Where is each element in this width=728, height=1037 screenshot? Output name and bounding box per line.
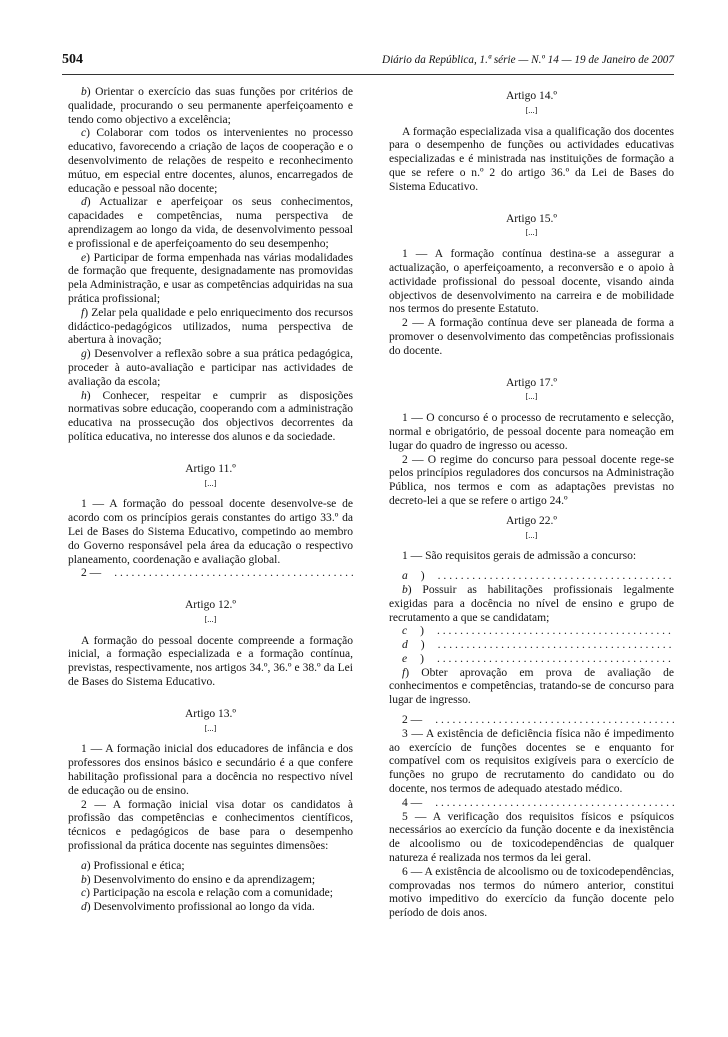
dot-leader	[101, 567, 353, 581]
item-label: a	[81, 859, 87, 872]
item-text: ) Conhecer, respeitar e cumprir as disposições normativas sobre educação, cooperando com a administração educativa na prossecução dos objectivos decorrentes da política educativa, no interesse dos alunos e da sociedade.	[68, 389, 353, 443]
article-22-par-5: 5 — A verificação dos requisitos físicos e psíquicos necessários ao exercício da função docente e da inexistência de alcoolismo ou de toxicodependências de qualquer natureza é realizada nos termos da lei geral.	[389, 810, 674, 865]
journal-title: Diário da República, 1.ª série — N.º 14 — 19 de Janeiro de 2007	[381, 54, 674, 66]
par-number: 2 —	[402, 714, 423, 727]
dot-leader	[425, 570, 674, 584]
item-label: b	[81, 86, 87, 98]
item-text: ) Obter aprovação em prova de avaliação de conhecimentos e competências, tratando-se de concurso para lugar de ingresso.	[389, 666, 674, 707]
item-text: ) Orientar o exercício das suas funções por critérios de qualidade, procurando o seu permanente aperfeiçoamento e tendo como objectivo a excelência;	[68, 86, 353, 126]
item-text: ) Colaborar com todos os intervenientes no processo educativo, favorecendo a criação de laços de cooperação e o desenvolvimento de relações de respeito e reconhecimento mútuo, em especial entre docentes, alunos, encarregados de educação e pessoal não docente;	[68, 127, 353, 195]
item-text: ) Profissional e ética;	[86, 859, 185, 872]
item-label: a	[402, 570, 408, 583]
item-label: b	[402, 583, 408, 596]
item-text: ) Zelar pela qualidade e pelo enriquecimento dos recursos didáctico-pedagógicos utilizados, numa perspectiva de abertura à inovação;	[68, 306, 353, 347]
article-22-par-2	[389, 714, 674, 728]
header-rule	[62, 74, 674, 75]
article-17-title: Artigo 17.º	[505, 376, 558, 389]
article-22-par-4	[389, 797, 674, 811]
article-14-ellipsis: [...]	[525, 104, 538, 115]
article-22-title: Artigo 22.º	[505, 514, 558, 527]
article-22-item-d	[389, 639, 674, 653]
article-17-par-1: 1 — O concurso é o processo de recrutamento e selecção, normal e obrigatório, de pessoal docente para nomeação em lugar do quadro de ingresso ou acesso.	[389, 412, 674, 452]
dot-leader	[422, 797, 674, 811]
article-17-par-2: 2 — O regime do concurso para pessoal docente rege-se pelos princípios reguladores dos concursos na Administração Pública, nos termos e com as adaptações previstas no decreto-lei a que se refere o artigo 24.º	[389, 453, 674, 507]
item-label: e	[81, 251, 87, 264]
item-text: )	[420, 625, 424, 638]
article-11-ellipsis: [...]	[204, 477, 217, 488]
article-22-par-6: 6 — A existência de alcoolismo ou de toxicodependências, comprovadas nos termos do número anterior, constitui motivo impeditivo do exercício da função docente pelo período de dois anos.	[389, 865, 674, 920]
dot-leader	[425, 639, 674, 653]
article-15-title: Artigo 15.º	[505, 212, 558, 225]
article-22-item-f	[389, 667, 674, 708]
article-11-par-2	[68, 567, 353, 581]
article-11-title: Artigo 11.º	[185, 462, 236, 475]
article-12-par-1: A formação do pessoal docente compreende a formação inicial, a formação especializada e a formação contínua, previstas, respectivamente, nos artigos 34.º, 36.º e 38.º da Lei de Bases do Sistema Educativo.	[68, 634, 353, 689]
item-text: )	[420, 652, 424, 665]
page-number: 504	[62, 52, 83, 67]
article-11-par-1: 1 — A formação do pessoal docente desenvolve-se de acordo com os princípios gerais constantes do artigo 33.º da Lei de Bases do Sistema Educativo, competindo ao membro do Governo responsável pela área da educação o respectivo planeamento, coordenação e avaliação global.	[68, 498, 353, 566]
article-13-par-2: 2 — A formação inicial visa dotar os candidatos à profissão das competências e conhecimentos científicos, técnicos e pedagógicos de base para o desempenho profissional da prática docente nas seguintes dimensões:	[68, 798, 353, 853]
article-22-ellipsis: [...]	[525, 529, 538, 540]
item-text: ) Participar de forma empenhada nas várias modalidades de formação que frequente, designadamente nas promovidas pela Administração, e usar as competências adquiridas na sua prática profissional;	[68, 251, 353, 305]
article-13-title: Artigo 13.º	[184, 707, 237, 720]
item-text: )	[420, 570, 425, 583]
item-label: b	[81, 873, 87, 886]
item-label: c	[402, 625, 408, 638]
item-label: d	[402, 639, 408, 652]
article-22-par-3: 3 — A existência de deficiência física não é impedimento ao exercício de funções docentes se e enquanto for compatível com os requisitos exigíveis para o exercício de funções no grupo de recrutamento do candidato ou do docente, nos termos de adequado atestado médico.	[389, 727, 674, 796]
item-label: c	[81, 887, 87, 900]
article-14-title: Artigo 14.º	[505, 90, 558, 102]
article-13-item-d	[68, 901, 353, 915]
article-17-ellipsis: [...]	[525, 391, 538, 402]
item-text: ) Possuir as habilitações profissionais legalmente exigidas para a docência no nível de ensino e grupo de recrutamento a que se candidatam;	[389, 583, 674, 624]
article-14-par-1: A formação especializada visa a qualificação dos docentes para o desempenho de funções ou actividades educativas especializadas e é ministrada nas instituições de formação a que se refere o n.º 2 do artigo 36.º da Lei de Bases do Sistema Educativo.	[389, 125, 674, 193]
left-column	[68, 86, 353, 915]
page-header	[62, 52, 674, 72]
article-15-par-2: 2 — A formação contínua deve ser planeada de forma a promover o desenvolvimento das competências profissionais do docente.	[389, 317, 674, 357]
item-text: ) Desenvolver a reflexão sobre a sua prática pedagógica, proceder à auto-avaliação e participar nas actividades de avaliação da escola;	[68, 348, 353, 388]
right-column	[389, 86, 674, 921]
article-13-par-1: 1 — A formação inicial dos educadores de infância e dos professores dos ensinos básico e secundário é a que confere habilitação profissional para a docência no respectivo nível de educação ou de ensino.	[68, 743, 353, 797]
item-label: f	[402, 666, 406, 679]
article-13-item-c	[68, 887, 353, 901]
article-13-ellipsis: [...]	[204, 722, 217, 733]
article-13-item-b	[68, 874, 353, 888]
item-text: ) Desenvolvimento profissional ao longo da vida.	[86, 901, 315, 914]
item-h	[68, 390, 353, 445]
item-text: ) Desenvolvimento do ensino e da aprendizagem;	[86, 873, 316, 886]
item-label: d	[81, 901, 87, 914]
item-label: h	[81, 389, 87, 402]
article-22-item-e	[389, 653, 674, 667]
item-text: ) Participação na escola e relação com a comunidade;	[86, 887, 333, 900]
item-text: )	[420, 639, 425, 652]
item-g	[68, 348, 353, 389]
article-22-par-1: 1 — São requisitos gerais de admissão a concurso:	[402, 550, 637, 563]
article-22-item-c	[389, 625, 674, 639]
article-13-item-a	[68, 860, 353, 874]
item-c	[68, 127, 353, 196]
item-label: c	[81, 127, 87, 140]
item-label: d	[81, 196, 87, 209]
dot-leader	[424, 653, 674, 667]
article-12-ellipsis: [...]	[204, 613, 217, 624]
article-15-par-1: 1 — A formação contínua destina-se a assegurar a actualização, o aperfeiçoamento, a reconversão e o apoio à actividade profissional do pessoal docente, visando ainda objectivos de desenvolvimento na carreira e de mobilidade nos termos do presente Estatuto.	[389, 248, 674, 316]
item-f	[68, 307, 353, 348]
item-text: ) Actualizar e aperfeiçoar os seus conhecimentos, capacidades e competências, numa perspectiva de aprendizagem ao longo da vida, de desenvolvimento pessoal e profissional e de aperfeiçoamento do seu desempenho;	[68, 196, 353, 250]
dot-leader	[422, 714, 674, 728]
article-22-item-a	[389, 570, 674, 584]
item-label: e	[402, 652, 408, 665]
item-e	[68, 252, 353, 307]
article-12-title: Artigo 12.º	[184, 599, 237, 612]
item-label: g	[81, 348, 87, 361]
par-number: 4 —	[402, 796, 423, 809]
article-22-item-b	[389, 584, 674, 625]
item-label: f	[81, 306, 85, 319]
par-number: 2 —	[81, 567, 102, 580]
item-b	[68, 86, 353, 127]
dot-leader	[424, 625, 674, 639]
item-d	[68, 196, 353, 251]
article-15-ellipsis: [...]	[525, 227, 538, 238]
